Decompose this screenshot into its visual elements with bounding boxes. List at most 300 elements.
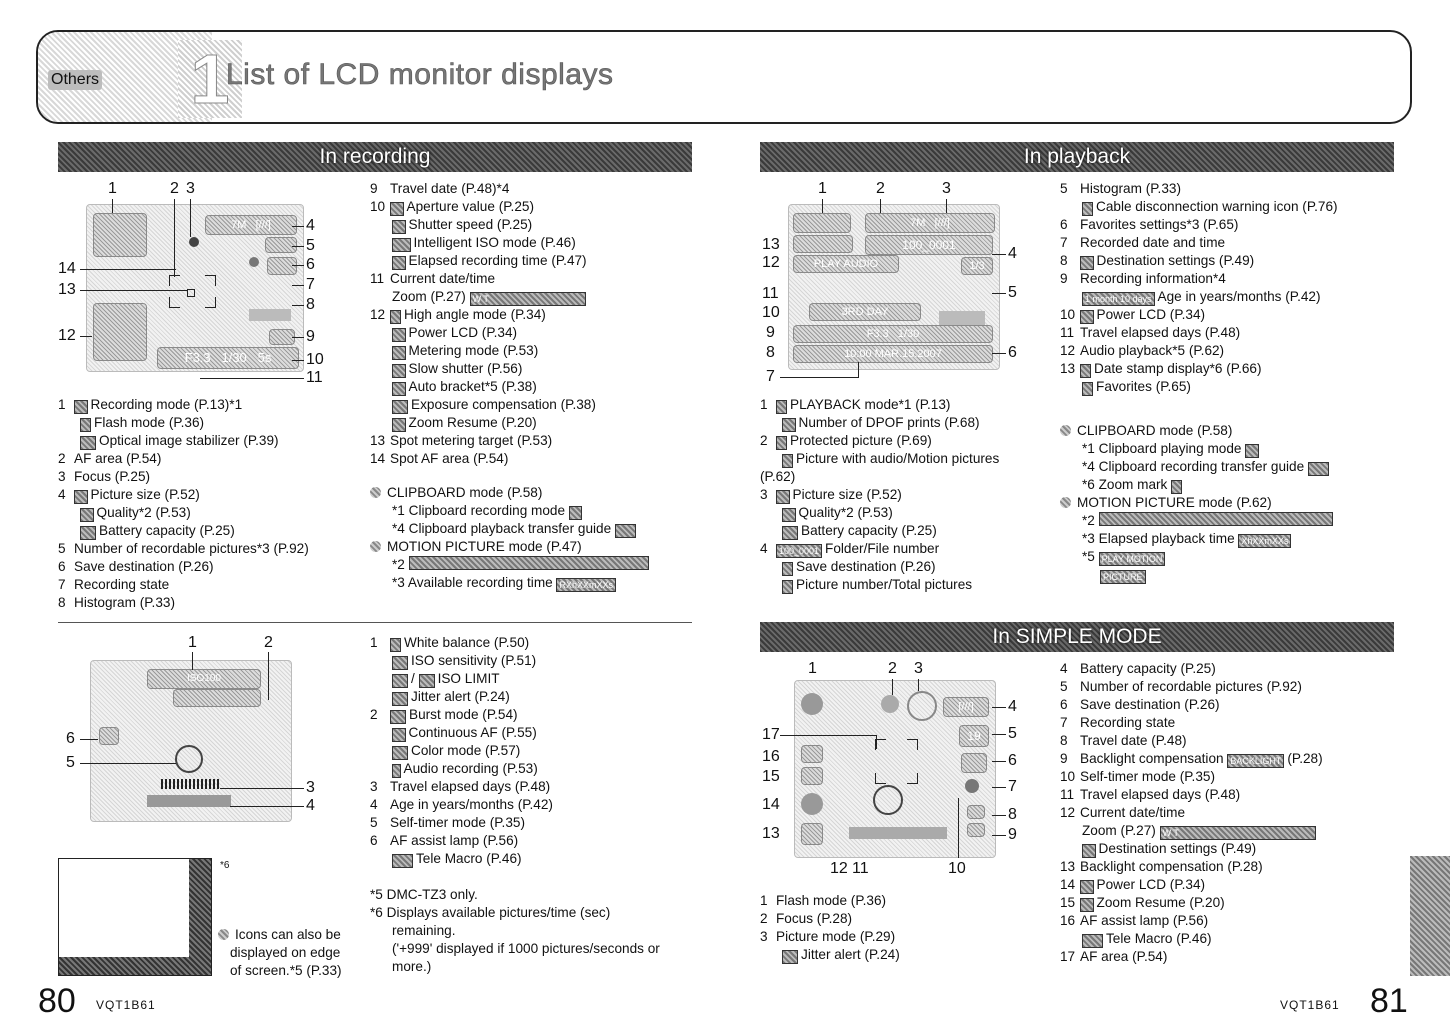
rec-legend-row: Shutter speed (P.25) <box>370 216 690 234</box>
simple-legend-left <box>760 892 1020 964</box>
play-motion-chip: PLAY MOTION <box>1099 552 1166 566</box>
simple-legend-row: Destination settings (P.49) <box>1060 840 1390 858</box>
recording-mode-group <box>93 213 147 257</box>
self-timer-icon <box>175 745 203 773</box>
bullet-icon <box>218 929 229 940</box>
simple-legend-row: 8 Travel date (P.48) <box>1060 733 1187 748</box>
rec-note-row: MOTION PICTURE mode (P.47) <box>370 538 690 556</box>
simple-legend-row: 13 Backlight compensation (P.28) <box>1060 859 1263 874</box>
audio-motion-icon <box>782 454 793 468</box>
footnote-line: remaining. <box>392 923 456 938</box>
exposure-comp-icon <box>392 400 408 414</box>
rec-leader-13 <box>80 290 188 291</box>
rec-callout-5: 5 <box>306 237 315 254</box>
rec-leader-14 <box>80 269 176 270</box>
rec-callout-12: 12 <box>58 327 76 344</box>
simple-callout-17: 17 <box>762 726 780 743</box>
simple-legend-row: Jitter alert (P.24) <box>760 946 1020 964</box>
pb-leader-7v <box>858 362 859 378</box>
rec-leader-11 <box>200 378 304 379</box>
simple-backlight-comp <box>801 823 823 845</box>
pb-legend-row: (P.62) <box>760 469 796 484</box>
rec-callout-11: 11 <box>306 369 323 386</box>
clipboard-play-icon <box>1245 444 1259 458</box>
simple-power-lcd <box>801 793 823 815</box>
pb-picture-size: 7M <box>910 217 926 229</box>
clipboard-guide-icon <box>615 524 636 538</box>
picture-info-group <box>865 213 995 233</box>
footnote-line: *6 Displays available pictures/time (sec) <box>370 905 611 920</box>
rec-legend-row: 13 Spot metering target (P.53) <box>370 433 553 448</box>
pb-legend-row: 5 Histogram (P.33) <box>1060 181 1181 196</box>
pb-leader-4 <box>992 254 1006 255</box>
pb-number-icon <box>782 580 793 594</box>
histogram <box>249 281 291 321</box>
playback-legend-left <box>760 396 1050 594</box>
lower-legend-row: / ISO LIMIT <box>370 670 690 688</box>
pb-shutter: 1/30 <box>897 328 920 340</box>
edge-note-line: displayed on edge <box>230 945 341 960</box>
iso-limit-icon-a <box>392 674 408 688</box>
pb-battery: [///] <box>934 217 950 229</box>
edge-note <box>218 926 342 980</box>
lower-legend-row: Jitter alert (P.24) <box>370 688 690 706</box>
simple-leader-4 <box>992 707 1006 708</box>
rec-legend-row: Battery capacity (P.25) <box>58 522 358 540</box>
simple-legend-row: 16 AF assist lamp (P.56) <box>1060 913 1209 928</box>
simple-callout-6: 6 <box>1008 752 1017 769</box>
date-stamp-icon <box>1080 364 1091 378</box>
rec-legend-row: 10 Aperture value (P.25) <box>370 199 534 214</box>
lower-callout-5: 5 <box>66 754 75 771</box>
bullet-icon <box>370 487 381 498</box>
flash-mode-icon <box>801 693 823 715</box>
lower-leader-1 <box>192 652 193 670</box>
section-tag: Others <box>48 70 102 90</box>
pb-legend-row: Quality*2 (P.53) <box>760 504 1050 522</box>
playback-screen <box>788 204 1000 370</box>
pb-legend-row: 13 Date stamp display*6 (P.66) <box>1060 361 1262 376</box>
lower-legend-row: 3 Travel elapsed days (P.48) <box>370 779 551 794</box>
simple-callout-16: 16 <box>762 748 780 765</box>
pb-legend-row: 7 Recorded date and time <box>1060 235 1226 250</box>
pb-size-icon <box>776 490 790 504</box>
slow-shutter-icon <box>392 364 406 378</box>
quality-icon <box>80 508 94 522</box>
simple-bracket-bl <box>875 773 886 784</box>
recording-screen <box>86 204 304 372</box>
picture-size-icon <box>74 490 88 504</box>
rec-callout-2: 2 <box>170 180 179 197</box>
folder-file-number: 100_0001 <box>865 235 993 255</box>
rec-legend-row: Zoom (P.27) W T <box>370 288 690 306</box>
pb-callout-7: 7 <box>766 368 775 385</box>
pb-legend-row: 4 100_0001 Folder/File number <box>760 541 940 556</box>
simple-legend-row: Zoom (P.27) W T <box>1060 822 1390 840</box>
lower-legend-row: Audio recording (P.53) <box>370 760 690 778</box>
rec-legend-row: 4 Picture size (P.52) <box>58 487 200 502</box>
wb-iso-group <box>147 669 261 689</box>
simple-leader-17v <box>876 735 877 749</box>
pb-leader-1 <box>822 199 823 213</box>
rec-leader-3 <box>190 199 191 237</box>
aperture-icon <box>390 202 404 216</box>
simple-leader-3 <box>918 679 919 691</box>
pb-legend-row: 8 Destination settings (P.49) <box>1060 253 1255 268</box>
travel-days-bar <box>161 779 219 789</box>
footnote-line: ('+999' displayed if 1000 pictures/seconds or <box>392 941 660 956</box>
flash-icon <box>80 418 91 432</box>
pb-note-row: *3 Elapsed playback time XhXXmXXs <box>1060 530 1390 548</box>
rec-leader-6 <box>292 265 304 266</box>
recording-screen-2 <box>90 660 292 822</box>
section-bar-simple <box>760 622 1394 652</box>
simple-legend-row: 4 Battery capacity (P.25) <box>1060 661 1216 676</box>
edge-star6: *6 <box>220 860 230 871</box>
rec-legend-row: Quality*2 (P.53) <box>58 504 358 522</box>
lower-callout-2: 2 <box>264 634 273 651</box>
rec-legend-row: Auto bracket*5 (P.38) <box>370 378 690 396</box>
picture-size-label: 7M <box>231 219 247 231</box>
af-bracket-bl <box>169 297 180 308</box>
pb-note-row: MOTION PICTURE mode (P.62) <box>1060 494 1390 512</box>
pb-legend-row: 9 Recording information*4 <box>1060 271 1226 286</box>
exposure-bar <box>157 347 299 369</box>
rec-callout-4: 4 <box>306 217 315 234</box>
simple-legend-row: 2 Focus (P.28) <box>760 911 853 926</box>
pb-callout-6: 6 <box>1008 344 1017 361</box>
age-chip: 1 month 10 days <box>1082 292 1155 306</box>
shutter-icon <box>392 220 406 234</box>
simple-callout-3: 3 <box>914 660 923 677</box>
page-title-text: List of LCD monitor displays <box>226 58 614 91</box>
pb-legend-row: Picture number/Total pictures <box>760 576 1050 594</box>
simple-legend-row: 14 Power LCD (P.34) <box>1060 877 1206 892</box>
pb-callout-3: 3 <box>942 180 951 197</box>
pb-callout-12: 12 <box>762 254 780 271</box>
recordable-count <box>265 237 297 253</box>
rec-callout-1: 1 <box>108 180 117 197</box>
rec-legend-row: Power LCD (P.34) <box>370 324 690 342</box>
left-model-code: VQT1B61 <box>96 998 156 1012</box>
simple-callout-13: 13 <box>762 825 780 842</box>
pb-legend-row: 3 Picture size (P.52) <box>760 487 902 502</box>
mode-icon-group <box>93 303 147 361</box>
rec-legend-row: Elapsed recording time (P.47) <box>370 252 690 270</box>
simple-callout-8: 8 <box>1008 806 1017 823</box>
rec-note-row: *1 Clipboard recording mode <box>370 502 690 520</box>
focus-dot <box>189 237 199 247</box>
simple-callout-5: 5 <box>1008 725 1017 742</box>
pb-note-row: *6 Zoom mark <box>1060 476 1390 494</box>
lower-callout-1: 1 <box>188 634 197 651</box>
pb-callout-5: 5 <box>1008 284 1017 301</box>
simple-callout-1: 1 <box>808 660 817 677</box>
pb-legend-row: Save destination (P.26) <box>760 558 1050 576</box>
pb-note-row <box>1060 566 1390 584</box>
lower-legend-row: 5 Self-timer mode (P.35) <box>370 815 525 830</box>
simple-destination-icon <box>1082 844 1096 858</box>
pb-legend-row: Favorites (P.65) <box>1060 378 1390 396</box>
simple-callout-11: 11 <box>852 860 869 877</box>
simple-save-dest <box>961 753 987 773</box>
tele-macro-icon <box>392 854 413 868</box>
section-bar-playback <box>760 142 1394 172</box>
pb-callout-4: 4 <box>1008 245 1017 262</box>
battery-icon <box>80 526 96 540</box>
lower-callout-4: 4 <box>306 797 315 814</box>
section-title-simple: In SIMPLE MODE <box>992 625 1162 648</box>
intelligent-iso-icon <box>392 238 411 252</box>
pb-callout-1: 1 <box>818 180 827 197</box>
pb-legend-row: Picture with audio/Motion pictures <box>760 450 1050 468</box>
simple-date-bar <box>849 827 947 839</box>
pb-save-icon <box>782 562 793 576</box>
edge-note-line: of screen.*5 (P.33) <box>230 963 342 978</box>
simple-callout-10: 10 <box>948 860 966 877</box>
pb-power-lcd-icon <box>1080 310 1094 324</box>
pb-leader-2 <box>880 199 881 213</box>
simple-zoom-resume-icon <box>1080 898 1094 912</box>
simple-leader-9 <box>992 835 1006 836</box>
lower-legend-row: 4 Age in years/months (P.42) <box>370 797 553 812</box>
bullet-icon <box>1060 497 1071 508</box>
pb-callout-10: 10 <box>762 304 780 321</box>
record-mode-icon <box>74 400 88 414</box>
simple-callout-4: 4 <box>1008 698 1017 715</box>
simple-legend-row: 17 AF area (P.54) <box>1060 949 1168 964</box>
simple-legend-row: 9 Backlight compensation BACKLIGHT (P.28) <box>1060 751 1323 766</box>
rec-legend-row: 7 Recording state <box>58 577 170 592</box>
simple-leader-2 <box>892 679 893 695</box>
zoom-scale-icon: W T <box>470 292 586 306</box>
pb-note-row: *2 <box>1060 512 1390 530</box>
rec-note-row: CLIPBOARD mode (P.58) <box>370 484 690 502</box>
pb-legend-row: 6 Favorites settings*3 (P.65) <box>1060 217 1239 232</box>
metering-icon <box>392 346 406 360</box>
battery-label: [///] <box>255 219 271 231</box>
pb-callout-8: 8 <box>766 344 775 361</box>
rec-legend-row: Zoom Resume (P.20) <box>370 414 690 432</box>
rec-legend-row: Optical image stabilizer (P.39) <box>58 432 358 450</box>
footnote-line: more.) <box>392 959 432 974</box>
af-bracket-tr <box>205 275 216 286</box>
lower-leader-4 <box>230 806 304 807</box>
simple-legend-row: 6 Save destination (P.26) <box>1060 697 1220 712</box>
protect-icon <box>776 436 787 450</box>
simple-legend-row: 11 Travel elapsed days (P.48) <box>1060 787 1241 802</box>
pb-leader-3 <box>946 199 947 213</box>
pb-note-row: *4 Clipboard recording transfer guide <box>1060 458 1390 476</box>
rec-leader-8 <box>292 305 304 306</box>
destination-icon <box>1080 256 1094 270</box>
clipboard-transfer-icon <box>1308 462 1329 476</box>
playback-mode-icon <box>776 400 787 414</box>
simple-bracket-br <box>907 773 918 784</box>
recorded-date-bar: 10:00 MAR.15.2007 <box>793 345 993 363</box>
picture-chip: PICTURE <box>1100 570 1146 584</box>
rec-leader-5 <box>292 246 304 247</box>
shutter-value: 1/30 <box>221 350 247 365</box>
simple-zoom-resume <box>801 767 823 785</box>
auto-bracket-icon <box>392 382 406 396</box>
lower-leader-2 <box>268 652 269 700</box>
save-destination-icon <box>267 257 297 275</box>
pb-motion-quality-icons <box>1099 512 1333 526</box>
simple-legend-row: 7 Recording state <box>1060 715 1176 730</box>
simple-callout-15: 15 <box>762 768 780 785</box>
lower-callout-3: 3 <box>306 779 315 796</box>
high-angle-icon <box>390 310 401 324</box>
pb-note-row: *1 Clipboard playing mode <box>1060 440 1390 458</box>
simple-bracket-tr <box>907 739 918 750</box>
simple-zoom-scale: W T <box>1160 826 1316 840</box>
pb-legend-row: 2 Protected picture (P.69) <box>760 433 932 448</box>
pb-histogram <box>939 279 985 325</box>
rec-legend-row: Metering mode (P.53) <box>370 342 690 360</box>
simple-legend-row: 12 Current date/time <box>1060 805 1186 820</box>
rec-leader-7 <box>292 285 304 286</box>
pb-battery-icon <box>782 526 798 540</box>
pb-callout-9: 9 <box>766 324 775 341</box>
recording-legend-right <box>370 180 690 592</box>
picture-size-group <box>205 215 297 235</box>
rec-leader-1 <box>112 199 113 213</box>
rec-note-row: *3 Available recording time RXhXXmXXs <box>370 574 690 592</box>
rec-legend-row: 1 Recording mode (P.13)*1 <box>58 397 243 412</box>
lower-legend-row: Continuous AF (P.55) <box>370 724 690 742</box>
pb-note-row: CLIPBOARD mode (P.58) <box>1060 422 1390 440</box>
rec-legend-row: 6 Save destination (P.26) <box>58 559 214 574</box>
stabilizer-icon <box>80 436 96 450</box>
simple-leader-6 <box>992 761 1006 762</box>
rec-legend-row: 12 High angle mode (P.34) <box>370 307 546 322</box>
rec-leader-9 <box>292 337 304 338</box>
pb-leader-7 <box>780 377 858 378</box>
pb-legend-row: 1 PLAYBACK mode*1 (P.13) <box>760 397 951 412</box>
backlight-chip: BACKLIGHT <box>1227 754 1284 768</box>
rec-legend-row: Flash mode (P.36) <box>58 414 358 432</box>
rec-legend-row: 2 AF area (P.54) <box>58 451 162 466</box>
simple-battery: [///] <box>943 697 989 717</box>
rec-legend-row: 14 Spot AF area (P.54) <box>370 451 509 466</box>
rec-callout-3: 3 <box>186 180 195 197</box>
simple-power-lcd-icon <box>1080 880 1094 894</box>
rec-legend-row: 8 Histogram (P.33) <box>58 595 175 610</box>
rec-leader-2 <box>174 199 175 277</box>
recording-state-dot <box>249 257 259 267</box>
lower-legend-row: ISO sensitivity (P.51) <box>370 652 690 670</box>
simple-leader-17 <box>780 735 876 736</box>
simple-legend-row: 15 Zoom Resume (P.20) <box>1060 895 1225 910</box>
simple-self-timer <box>873 785 903 815</box>
simple-leader-5 <box>992 734 1006 735</box>
lower-legend-row: Color mode (P.57) <box>370 742 690 760</box>
audio-rec-icon <box>392 764 401 778</box>
page-title <box>226 58 613 92</box>
simple-callout-2: 2 <box>888 660 897 677</box>
protect-fav-group <box>793 235 853 253</box>
rec-callout-10: 10 <box>306 351 324 368</box>
rec-legend-row: 5 Number of recordable pictures*3 (P.92) <box>58 541 309 556</box>
simple-callout-14: 14 <box>762 796 780 813</box>
burst-group <box>173 689 261 707</box>
rec-leader-4 <box>292 226 304 227</box>
rec-leader-10 <box>292 360 304 361</box>
iso-icon <box>392 656 408 670</box>
burst-icon <box>390 710 406 724</box>
pb-callout-13: 13 <box>762 236 780 253</box>
rec-legend-row: Slow shutter (P.56) <box>370 360 690 378</box>
simple-backlight <box>967 823 985 837</box>
edge-note-line: Icons can also be <box>218 926 342 944</box>
af-bracket-br <box>205 297 216 308</box>
rec-legend-row: Intelligent ISO mode (P.46) <box>370 234 690 252</box>
pb-leader-5 <box>992 293 1006 294</box>
rec-legend-row: 3 Focus (P.25) <box>58 469 151 484</box>
rec-callout-6: 6 <box>306 256 315 273</box>
clipboard-rec-icon <box>569 506 583 520</box>
chapter-thumb-tab <box>1410 856 1450 976</box>
rec-note-row: *2 <box>370 556 690 574</box>
pb-quality-icon <box>782 508 796 522</box>
age-bar <box>147 795 231 807</box>
rec-callout-14: 14 <box>58 260 76 277</box>
chapter-number: 1 <box>190 40 230 118</box>
iso-limit-icon-b <box>419 674 435 688</box>
jitter-icon <box>392 692 408 706</box>
simple-leader-7 <box>992 787 1006 788</box>
rec-leader-12 <box>80 336 92 337</box>
color-mode-icon <box>392 746 408 760</box>
right-page-number: 81 <box>1370 982 1408 1020</box>
simple-count: 19 <box>959 725 989 747</box>
simple-legend-right <box>1060 660 1390 966</box>
pb-callout-11: 11 <box>762 285 779 302</box>
motion-quality-icons <box>409 556 649 570</box>
picture-number: 1/3 <box>961 257 993 275</box>
available-time-chip: RXhXXmXXs <box>556 578 616 592</box>
simple-leader-10 <box>958 798 959 858</box>
simple-legend-row: 5 Number of recordable pictures (P.92) <box>1060 679 1302 694</box>
page-header <box>36 30 1412 124</box>
rec-legend-row: Exposure compensation (P.38) <box>370 396 690 414</box>
simple-af-assist <box>801 745 823 763</box>
rec-note-row: *4 Clipboard playback transfer guide <box>370 520 690 538</box>
pb-legend-row: Battery capacity (P.25) <box>760 522 1050 540</box>
zoom-resume-icon <box>392 418 406 432</box>
recording-info-bar <box>793 325 993 343</box>
simple-legend-row: Tele Macro (P.46) <box>1060 930 1390 948</box>
pb-legend-row: 10 Power LCD (P.34) <box>1060 307 1206 322</box>
recording-legend-left <box>58 396 358 612</box>
simple-leader-8 <box>992 815 1006 816</box>
lower-legend-row: 6 AF assist lamp (P.56) <box>370 833 519 848</box>
lower-legend-row: 1 White balance (P.50) <box>370 635 530 650</box>
pb-legend-row: 1 month 10 days Age in years/months (P.42) <box>1060 288 1390 306</box>
simple-travel-date <box>967 805 985 819</box>
rec-callout-8: 8 <box>306 296 315 313</box>
simple-callout-9: 9 <box>1008 826 1017 843</box>
lower-leader-3 <box>220 788 304 789</box>
picture-mode-icon <box>907 691 937 721</box>
rec-callout-13: 13 <box>58 281 76 298</box>
travel-day-label: 3RD DAY <box>809 303 921 321</box>
rec-callout-9: 9 <box>306 328 315 345</box>
section-bar-recording <box>58 142 692 172</box>
cable-warning-icon <box>1082 202 1093 216</box>
rec-legend-row: 9 Travel date (P.48)*4 <box>370 181 510 196</box>
